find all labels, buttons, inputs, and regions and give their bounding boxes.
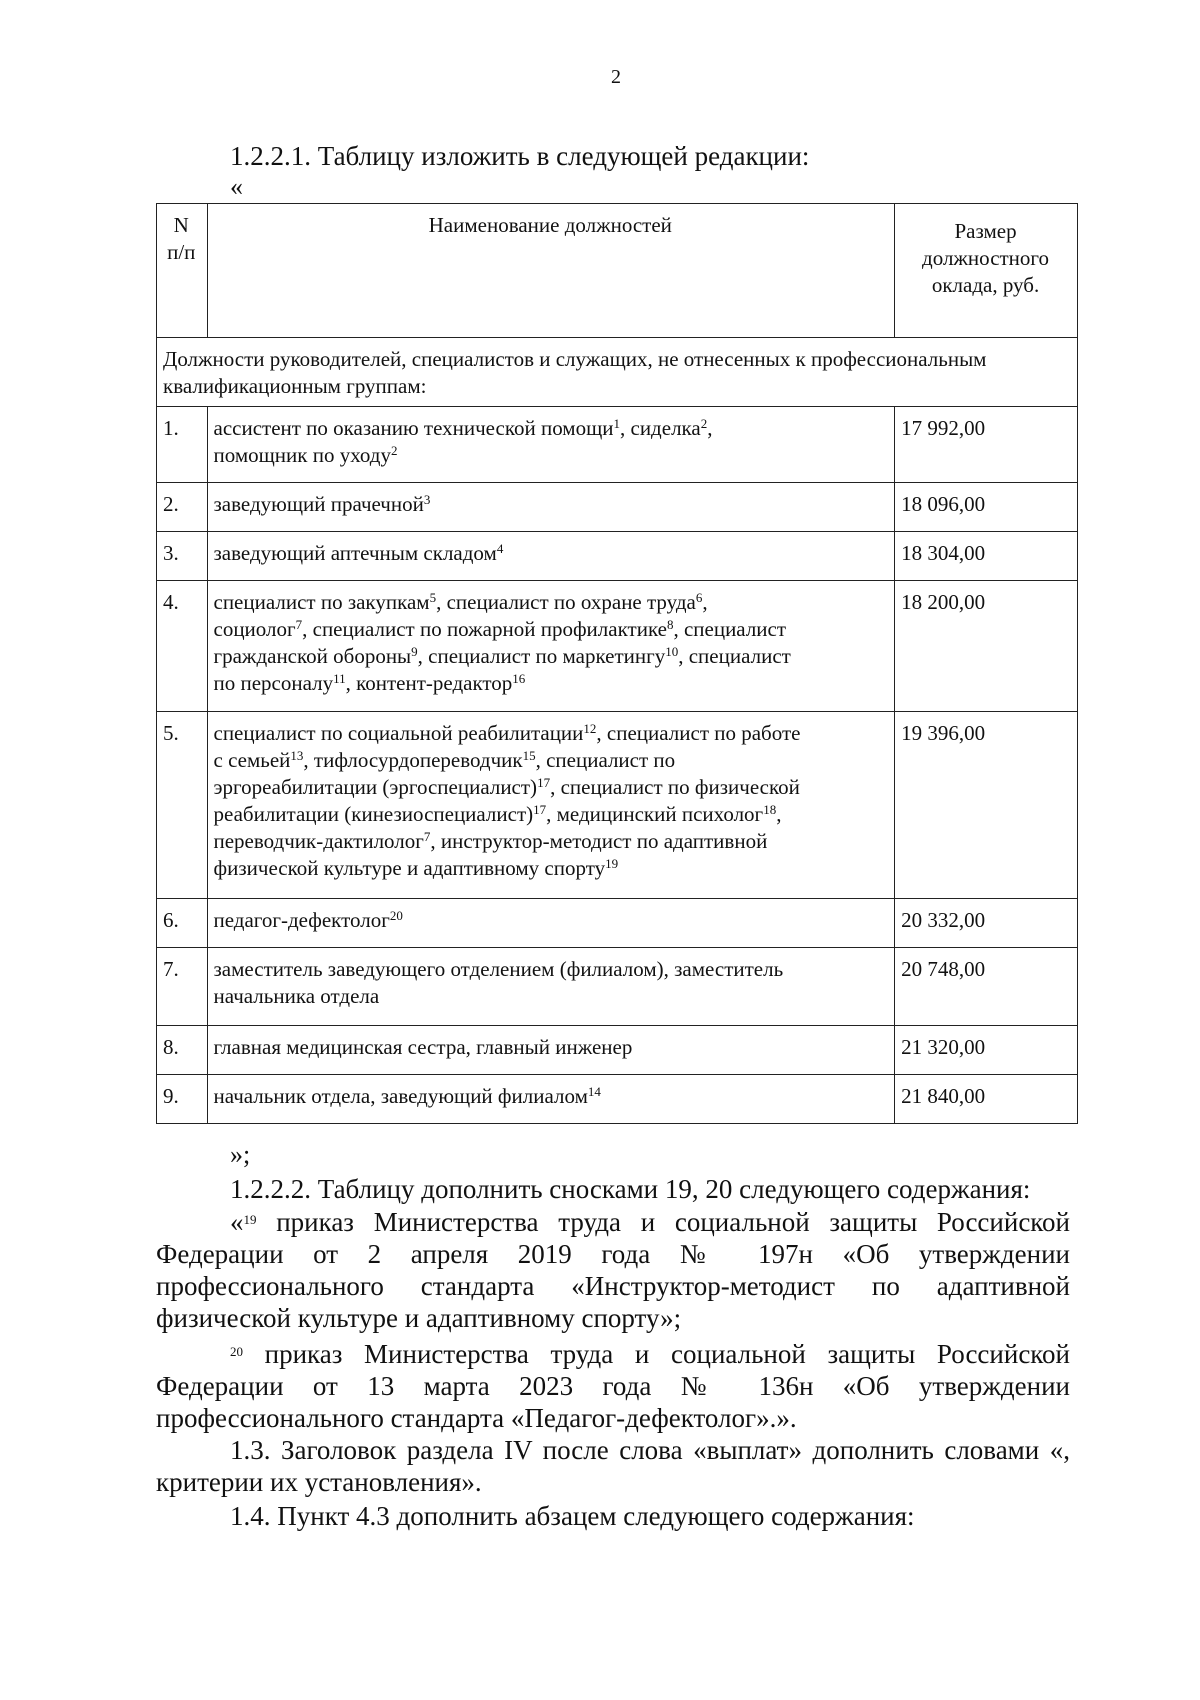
row-number: 7. bbox=[157, 948, 208, 1026]
intro-heading: 1.2.2.1. Таблицу изложить в следующей редакции: bbox=[230, 141, 810, 171]
row-number: 4. bbox=[157, 581, 208, 712]
table-row bbox=[157, 1075, 1078, 1124]
position-name: заведующий аптечным складом$^4$ bbox=[207, 532, 895, 581]
header-num: N п/п bbox=[157, 204, 208, 338]
salary-value: 20 748,00 bbox=[895, 948, 1078, 1026]
salary-value: 18 096,00 bbox=[895, 483, 1078, 532]
salary-value: 19 396,00 bbox=[895, 712, 1078, 899]
row-number: 6. bbox=[157, 899, 208, 948]
table-row bbox=[157, 407, 1078, 483]
row-number: 3. bbox=[157, 532, 208, 581]
salary-table bbox=[156, 203, 1078, 1124]
row-number: 1. bbox=[157, 407, 208, 483]
salary-value: 21 320,00 bbox=[895, 1026, 1078, 1075]
row-number: 9. bbox=[157, 1075, 208, 1124]
position-name: специалист по социальной реабилитации$^{12}$, специалист по работе с семьей$^{13}$, тифлосурдопереводчик$^{15}$, специалист по эргореабилитации (эргоспециалист)$^{17}$, специалист по физической реабилитации (кинезиоспециалист)$^{17}$, медицинский психолог$^{18}$, переводчик-дактилолог$^7$, инструктор-методист по адаптивной физической культуре и адаптивному спорту$^{19}$ bbox=[207, 712, 895, 899]
position-name: педагог-дефектолог$^{20}$ bbox=[207, 899, 895, 948]
paragraph-footnotes-intro: 1.2.2.2. Таблицу дополнить сносками 19, 20 следующего содержания: bbox=[230, 1174, 1031, 1204]
salary-value: 18 200,00 bbox=[895, 581, 1078, 712]
header-salary: Размер должностного оклада, руб. bbox=[895, 204, 1078, 338]
position-name: заведующий прачечной$^3$ bbox=[207, 483, 895, 532]
salary-value: 21 840,00 bbox=[895, 1075, 1078, 1124]
salary-value: 17 992,00 bbox=[895, 407, 1078, 483]
position-name: заместитель заведующего отделением (филиалом), заместитель начальника отдела bbox=[207, 948, 895, 1026]
table-row bbox=[157, 483, 1078, 532]
paragraph-section-iv: 1.3. Заголовок раздела IV после слова «выплат» дополнить словами «, критерии их установления». bbox=[156, 1435, 1070, 1497]
salary-value: 18 304,00 bbox=[895, 532, 1078, 581]
row-number: 2. bbox=[157, 483, 208, 532]
table-row bbox=[157, 948, 1078, 1026]
table-row bbox=[157, 581, 1078, 712]
table-row bbox=[157, 532, 1078, 581]
paragraph-footnote-20: $^{20}$ приказ Министерства труда и социальной защиты Российской Федерации от 13 марта 2023 года № 136н «Об утверждении профессионального стандарта «Педагог-дефектолог».». bbox=[156, 1339, 1070, 1433]
header-name: Наименование должностей bbox=[207, 204, 895, 338]
paragraph-point-4-3: 1.4. Пункт 4.3 дополнить абзацем следующего содержания: bbox=[230, 1501, 915, 1531]
group-title-row bbox=[157, 338, 1078, 407]
position-name: специалист по закупкам$^5$, специалист по охране труда$^6$, социолог$^7$, специалист по пожарной профилактике$^8$, специалист гражданской обороны$^9$, специалист по маркетингу$^{10}$, специалист по персоналу$^{11}$, контент-редактор$^{16}$ bbox=[207, 581, 895, 712]
close-quote: »; bbox=[230, 1140, 251, 1169]
page-number: 2 bbox=[611, 66, 621, 88]
table-row bbox=[157, 899, 1078, 948]
position-name: начальник отдела, заведующий филиалом$^{14}$ bbox=[207, 1075, 895, 1124]
group-title: Должности руководителей, специалистов и служащих, не отнесенных к профессиональным квалификационным группам: bbox=[157, 338, 1078, 407]
row-number: 5. bbox=[157, 712, 208, 899]
table-row bbox=[157, 1026, 1078, 1075]
table-row bbox=[157, 712, 1078, 899]
position-name: ассистент по оказанию технической помощи$^1$, сиделка$^2$, помощник по уходу$^2$ bbox=[207, 407, 895, 483]
position-name: главная медицинская сестра, главный инженер bbox=[207, 1026, 895, 1075]
salary-value: 20 332,00 bbox=[895, 899, 1078, 948]
open-quote: « bbox=[230, 172, 243, 201]
paragraph-footnote-19: «$^{19}$ приказ Министерства труда и социальной защиты Российской Федерации от 2 апреля 2019 года № 197н «Об утверждении профессионального стандарта «Инструктор-методист по адаптивной физической культуре и адаптивному спорту»; bbox=[156, 1207, 1070, 1333]
table-header-row bbox=[157, 204, 1078, 338]
row-number: 8. bbox=[157, 1026, 208, 1075]
